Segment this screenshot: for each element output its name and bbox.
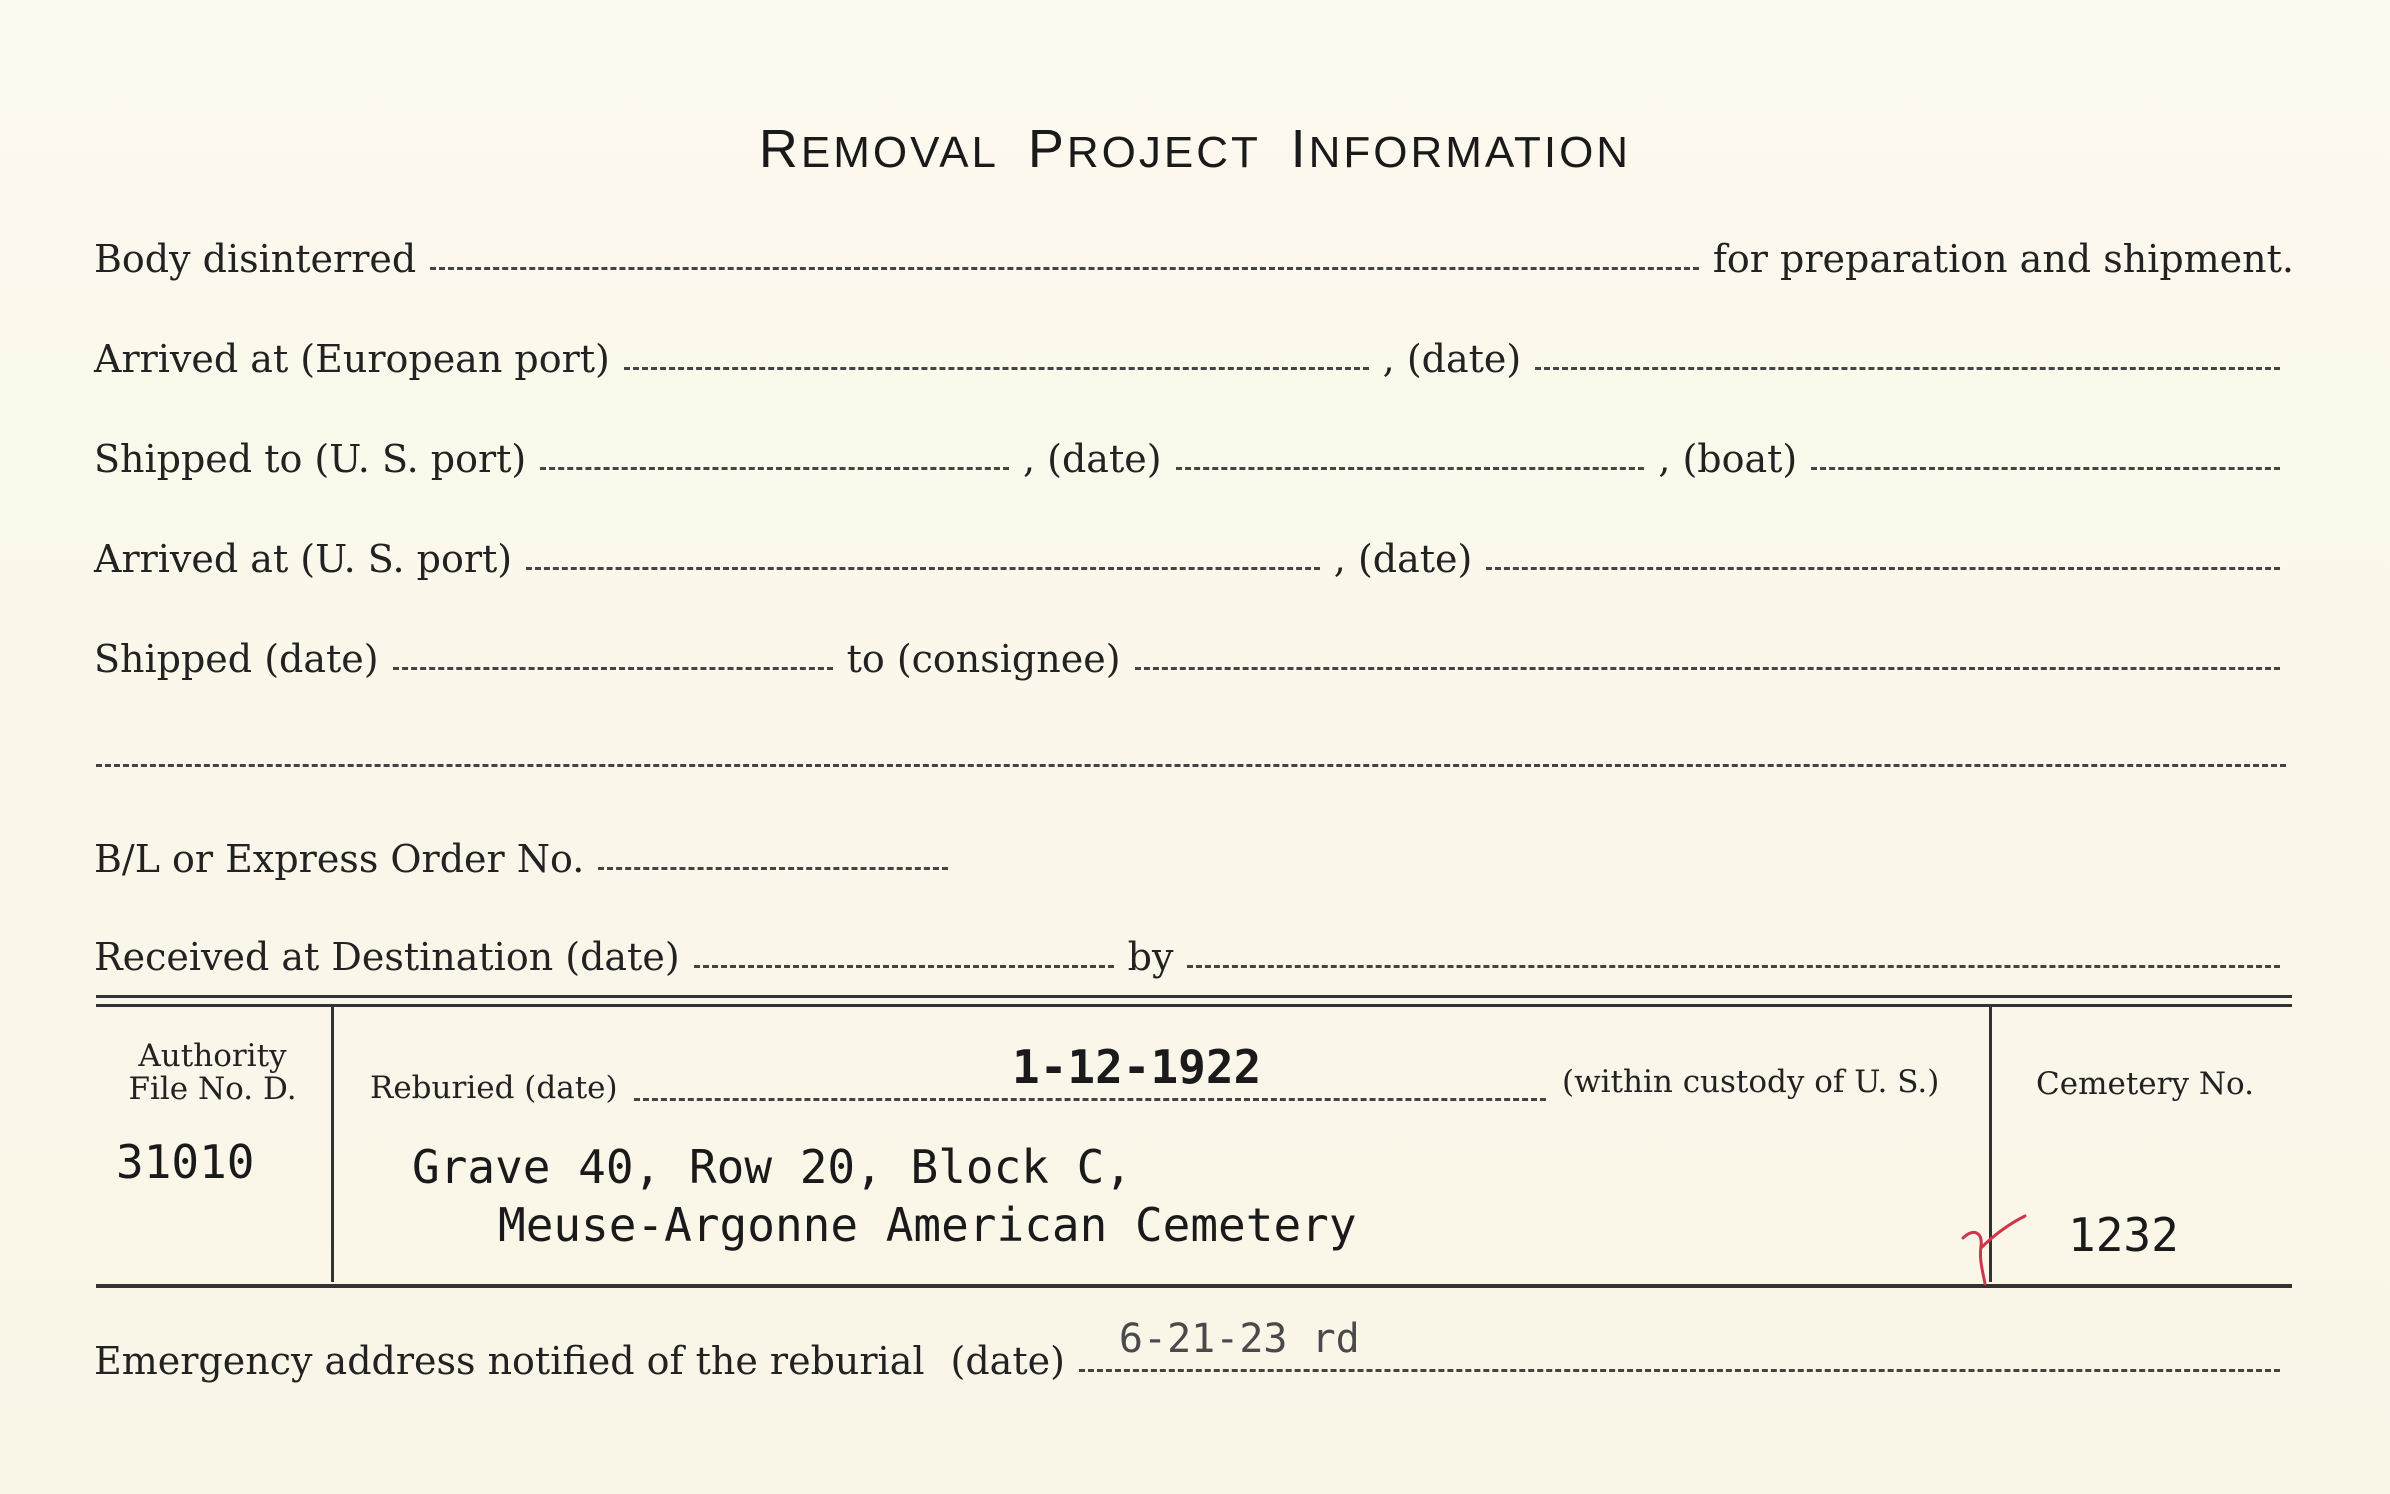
european-date-label: , (date)	[1382, 337, 1522, 381]
arrived-us-date-field[interactable]	[1486, 567, 2280, 570]
row-arrived-us	[94, 537, 2294, 581]
cemetery-number: 1232	[2068, 1208, 2179, 1262]
arrived-us-label: Arrived at (U. S. port)	[94, 537, 513, 581]
reburied-date-field[interactable]	[634, 1098, 1546, 1101]
arrived-european-label: Arrived at (European port)	[94, 337, 610, 381]
cemetery-no-label: Cemetery No.	[2036, 1066, 2254, 1102]
body-disinterred-field[interactable]	[430, 267, 1699, 270]
emergency-label: Emergency address notified of the reburial	[94, 1339, 925, 1383]
body-disinterred-label: Body disinterred	[94, 237, 417, 281]
check-mark-icon	[1955, 1210, 2035, 1290]
european-port-field[interactable]	[624, 367, 1369, 370]
row-emergency	[94, 1316, 2294, 1383]
shipped-date-row-label: Shipped (date)	[94, 637, 379, 681]
received-by-field[interactable]	[1187, 965, 2280, 968]
grave-location-line2: Meuse-Argonne American Cemetery	[498, 1198, 1357, 1252]
shipped-date-label: , (date)	[1023, 437, 1162, 481]
consignee-field[interactable]	[1135, 667, 2280, 670]
grave-location-line1: Grave 40, Row 20, Block C,	[412, 1140, 1133, 1194]
received-by-label: by	[1127, 935, 1174, 979]
row-received	[94, 935, 2294, 979]
emergency-date-field[interactable]	[1079, 1316, 2280, 1372]
arrived-us-date-label: , (date)	[1333, 537, 1473, 581]
bl-order-field[interactable]	[598, 867, 948, 870]
bl-order-label: B/L or Express Order No.	[94, 837, 585, 881]
european-date-field[interactable]	[1535, 367, 2280, 370]
consignee-label: to (consignee)	[846, 637, 1121, 681]
received-date-field[interactable]	[694, 965, 1114, 968]
preparation-shipment-label: for preparation and shipment.	[1712, 237, 2294, 281]
authority-file-number: 31010	[116, 1135, 255, 1189]
row-arrived-european	[94, 337, 2294, 381]
row-body-disinterred	[94, 237, 2294, 281]
emergency-date-label: (date)	[950, 1339, 1065, 1383]
arrived-us-port-field[interactable]	[526, 567, 1320, 570]
card-title: REMOVAL PROJECT INFORMATION	[758, 119, 1632, 179]
boat-label: , (boat)	[1658, 437, 1798, 481]
emergency-date-value: 6-21-23 rd	[1118, 1316, 1360, 1362]
shipped-date-field[interactable]	[1176, 467, 1645, 470]
row-shipped-date	[94, 637, 2294, 681]
row-shipped-us	[94, 437, 2294, 481]
consignee-continuation-field[interactable]	[96, 764, 2286, 767]
authority-label: Authority File No. D.	[128, 1038, 297, 1108]
shipped-date-row-field[interactable]	[393, 667, 833, 670]
received-label: Received at Destination (date)	[94, 935, 680, 979]
shipped-us-label: Shipped to (U. S. port)	[94, 437, 527, 481]
table-top-rule	[96, 995, 2292, 1007]
reburied-date-value: 1-12-1922	[1012, 1040, 1262, 1094]
table-divider-left	[331, 1007, 334, 1282]
boat-field[interactable]	[1811, 467, 2280, 470]
us-port-field[interactable]	[540, 467, 1009, 470]
custody-label: (within custody of U. S.)	[1562, 1064, 1940, 1100]
row-bl-order	[94, 837, 2294, 881]
reburied-label: Reburied (date)	[370, 1070, 618, 1106]
